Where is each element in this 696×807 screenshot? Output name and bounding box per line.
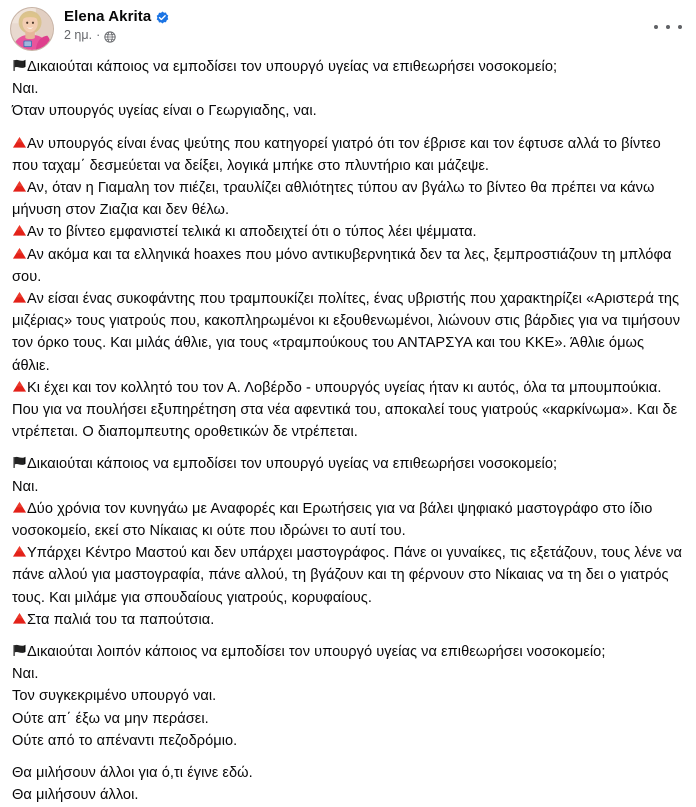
post-body xyxy=(0,52,696,807)
post-paragraph xyxy=(12,221,684,243)
post-paragraph xyxy=(12,244,684,288)
author-name[interactable]: Elena Akrita xyxy=(64,8,152,25)
paragraph-text: Ναι. xyxy=(12,81,39,98)
paragraph-text: Αν, όταν η Γιαμαλη τον πιέζει, τραυλίζει αθλιότητες τύπου αν βγάλω το βίντεο θα πρέπει να κάνω μήνυση στον Ζιαζια και δεν θέλω. xyxy=(12,180,655,219)
meta-separator: · xyxy=(96,28,101,42)
paragraph-text: Δικαιούται κάποιος να εμποδίσει τον υπουργό υγείας να επιθεωρήσει νοσοκομείο; xyxy=(27,456,558,473)
paragraph-text: Όταν υπουργός υγείας είναι ο Γεωργιαδης, ναι. xyxy=(12,103,317,120)
red-triangle-emoji xyxy=(12,223,27,238)
post-paragraph xyxy=(12,784,684,806)
post-paragraph xyxy=(12,609,684,631)
post-paragraph xyxy=(12,708,684,730)
menu-dot xyxy=(666,25,670,29)
red-triangle-emoji xyxy=(12,135,27,150)
paragraph-text: Ναι. xyxy=(12,478,39,495)
paragraph-text: Αν ακόμα και τα ελληνικά hoaxes που μόνο αντικυβερνητικά δεν τα λες, ξεμπροστιάζουν τη μπλόφα σου. xyxy=(12,246,672,285)
paragraph-text: Δικαιούται λοιπόν κάποιος να εμποδίσει τον υπουργό υγείας να επιθεωρήσει νοσοκομείο; xyxy=(27,644,606,661)
paragraph-text: Δύο χρόνια τον κυνηγάω με Αναφορές και Ερωτήσεις για να βάλει ψηφιακό μαστογράφο στο ίδιο νοσοκομείο, εκεί στο Νίκαιας κι ούτε που ιδρώνει το αυτί του. xyxy=(12,500,653,540)
paragraph-text: Στα παλιά του τα παπούτσια. xyxy=(27,611,215,628)
paragraph-text: Αν υπουργός είναι ένας ψεύτης που κατηγορεί γιατρό ότι τον έβρισε και τον έφτυσε αλλά το βίντεο που ταχαμ΄ δεσμεύεται να δείξει, λογικά μπήκε στο πλυντήριο και μάζεψε. xyxy=(12,135,661,174)
post-paragraph xyxy=(12,100,684,122)
post-meta xyxy=(64,28,169,43)
avatar-photo xyxy=(11,8,53,50)
post-paragraph xyxy=(12,685,684,707)
post-paragraph xyxy=(12,177,684,221)
post-paragraph xyxy=(12,641,684,663)
post-paragraph xyxy=(12,377,684,444)
post-paragraph xyxy=(12,56,684,78)
header-text xyxy=(64,7,169,43)
post-header xyxy=(0,0,696,52)
post-paragraph xyxy=(12,288,684,377)
paragraph-text: Τον συγκεκριμένο υπουργό ναι. xyxy=(12,688,217,705)
black-flag-emoji xyxy=(12,58,27,73)
post-paragraph xyxy=(12,78,684,100)
red-triangle-emoji xyxy=(12,246,27,261)
menu-dot xyxy=(678,25,682,29)
post-paragraph xyxy=(12,476,684,498)
paragraph-text: Υπάρχει Κέντρο Μαστού και δεν υπάρχει μαστογράφος. Πάνε οι γυναίκες, τις εξετάζουν, τους λένε να πάνε αλλού για μαστογραφία, πάνε αλλού, τη βγάζουν και τη φέρνουν στο Νίκαιας να τη δει ο γιατρός τους. Και μιλάμε για σπουδαίους γιατρούς, κορυφαίους. xyxy=(12,545,683,606)
red-triangle-emoji xyxy=(12,379,27,394)
paragraph-text: Αν είσαι ένας συκοφάντης που τραμπουκίζει πολίτες, ένας υβριστής που χαρακτηρίζει «Αριστερά της μιζέριας» τους γιατρούς που, κακοπληρωμένοι κι εξουθενωμένοι, λιώνουν στις βάρδιες για να τιμήσουν τον όρκο τους. Και μιλάς άθλιε, για τους «τραμπούκους του ΑΝΤΑΡΣΥΑ και του ΚΚΕ». Άθλιε όμως άθλιε. xyxy=(12,291,681,374)
black-flag-emoji xyxy=(12,643,27,658)
post-paragraph xyxy=(12,498,684,542)
post-paragraph xyxy=(12,542,684,609)
more-options-icon[interactable] xyxy=(654,20,682,34)
red-triangle-emoji xyxy=(12,544,27,559)
black-flag-emoji xyxy=(12,455,27,470)
post-paragraph xyxy=(12,453,684,475)
avatar[interactable] xyxy=(10,7,54,51)
paragraph-text: Ούτε απ΄ έξω να μην περάσει. xyxy=(12,710,209,727)
paragraph-text: Ούτε από το απέναντι πεζοδρόμιο. xyxy=(12,732,238,749)
menu-dot xyxy=(654,25,658,29)
red-triangle-emoji xyxy=(12,611,27,626)
paragraph-text: Αν το βίντεο εμφανιστεί τελικά κι αποδειχτεί ότι ο τύπος λέει ψέμματα. xyxy=(27,224,477,241)
post-paragraph xyxy=(12,663,684,685)
globe-icon[interactable] xyxy=(104,31,116,43)
paragraph-text: Θα μιλήσουν άλλοι. xyxy=(12,787,139,804)
red-triangle-emoji xyxy=(12,290,27,305)
post-paragraph xyxy=(12,762,684,784)
red-triangle-emoji xyxy=(12,179,27,194)
paragraph-text: Κι έχει και τον κολλητό του τον Α. Λοβέρδο - υπουργός υγείας ήταν κι αυτός, όλα τα μπουμπούκια. Που για να πουλήσει εξυπηρέτηση στα νέα αφεντικά του, αποκαλεί τους γιατρούς «καρκίνωμα». Και δε ντρέπεται. Ο διαπομπευτης οροθετικών δε ντρέπεται. xyxy=(12,379,678,441)
paragraph-text: Ναι. xyxy=(12,666,39,683)
paragraph-text: Θα μιλήσουν άλλοι για ό,τι έγινε εδώ. xyxy=(12,765,253,782)
name-row xyxy=(64,8,169,25)
red-triangle-emoji xyxy=(12,500,27,515)
verified-badge-icon xyxy=(156,11,169,24)
post-paragraph xyxy=(12,730,684,752)
post-timestamp[interactable]: 2 ημ. xyxy=(64,28,93,42)
post-paragraph xyxy=(12,133,684,177)
paragraph-text: Δικαιούται κάποιος να εμποδίσει τον υπουργό υγείας να επιθεωρήσει νοσοκομείο; xyxy=(27,59,558,75)
